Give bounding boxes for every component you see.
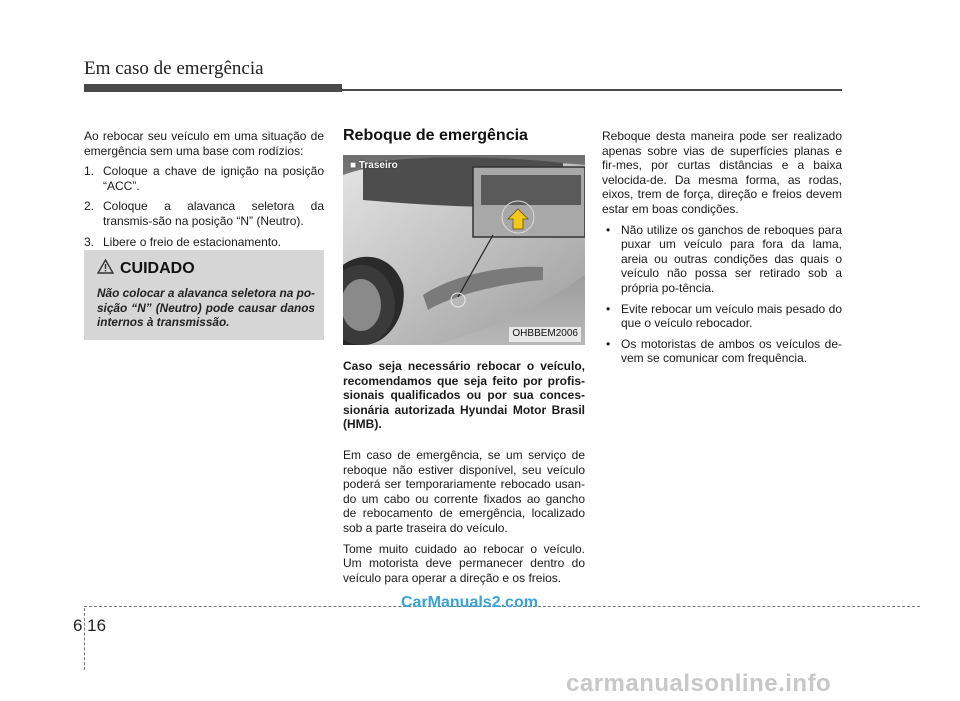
bullet: • — [606, 222, 611, 237]
figure-label: ■ Traseiro — [350, 160, 398, 171]
list-item — [84, 164, 324, 193]
step-number: 2. — [84, 199, 95, 214]
figure-code: OHBBEM2006 — [509, 327, 581, 342]
bullet-text: Os motoristas de ambos os veículos de-vem se comunicar com frequência. — [621, 336, 842, 366]
bullet-text: Não utilize os ganchos de reboques para puxar um veículo para fora da lama, areia ou outras condições das quais o veículo não possa ser retirado sob a própria po-tência. — [621, 222, 842, 295]
step-text: Coloque a alavanca seletora da transmis-são na posição “N” (Neutro). — [103, 199, 324, 228]
warning-triangle-icon — [97, 259, 114, 279]
header-rule-thick — [84, 84, 342, 92]
step-number: 3. — [84, 234, 95, 249]
step-number: 1. — [84, 164, 95, 179]
car-rear-illustration — [343, 155, 585, 345]
watermark-bottom: carmanualsonline.info — [566, 670, 832, 697]
section-header-title: Em caso de emergência — [84, 58, 264, 79]
intro-paragraph: Ao rebocar seu veículo em uma situação de emergência sem uma base com rodízios: — [84, 129, 324, 158]
towing-steps-list — [84, 164, 324, 249]
column-left — [84, 129, 324, 255]
page-number: 6 16 — [73, 616, 107, 635]
rear-tow-hook-figure — [343, 155, 585, 345]
recommendation-paragraph: Caso seja necessário rebocar o veículo, recomendamos que seja feito por profis-sionais qualificados ou por sua conces-sionária autorizada Hyundai Motor Brasil (HMB). — [343, 359, 585, 432]
bullet: • — [606, 336, 611, 351]
towing-notes-list — [602, 223, 842, 366]
list-item — [84, 235, 324, 250]
caution-box — [84, 250, 324, 340]
column-right — [602, 129, 842, 372]
caution-text: Não colocar a alavanca seletora na po-sição “N” (Neutro) pode causar danos internos à transmissão. — [97, 286, 315, 329]
caution-header — [97, 259, 195, 279]
step-text: Libere o freio de estacionamento. — [103, 234, 282, 249]
list-item — [602, 302, 842, 331]
bullet-text: Evite rebocar um veículo mais pesado do que o veículo rebocador. — [621, 301, 842, 331]
step-text: Coloque a chave de ignição na posição “ACC”. — [103, 164, 324, 193]
caution-title: CUIDADO — [120, 260, 195, 277]
body-paragraph: Tome muito cuidado ao rebocar o veículo. Um motorista deve permanecer dentro do veículo para operar a direção e os freios. — [343, 541, 585, 585]
list-item — [602, 337, 842, 366]
watermark-link-top[interactable]: CarManuals2.com — [401, 594, 538, 611]
section-title: Reboque de emergência — [343, 127, 528, 144]
body-paragraph: Em caso de emergência, se um serviço de reboque não estiver disponível, seu veículo poderá ser temporariamente rebocado usan-do um cabo ou corrente fixados ao gancho de rebocamento de emergência, localizado sob a parte traseira do veículo. — [343, 447, 585, 535]
column-middle — [343, 126, 585, 591]
header-rule-thin — [342, 89, 842, 91]
list-item — [602, 223, 842, 296]
bullet: • — [606, 301, 611, 316]
body-paragraph: Reboque desta maneira pode ser realizado apenas sobre vias de superfícies planas e fir-mes, por curtas distâncias e a baixa velocida-de. Da mesma forma, as rodas, eixos, trem de força, direção e freios devem estar em boas condições. — [602, 129, 842, 216]
list-item — [84, 199, 324, 228]
